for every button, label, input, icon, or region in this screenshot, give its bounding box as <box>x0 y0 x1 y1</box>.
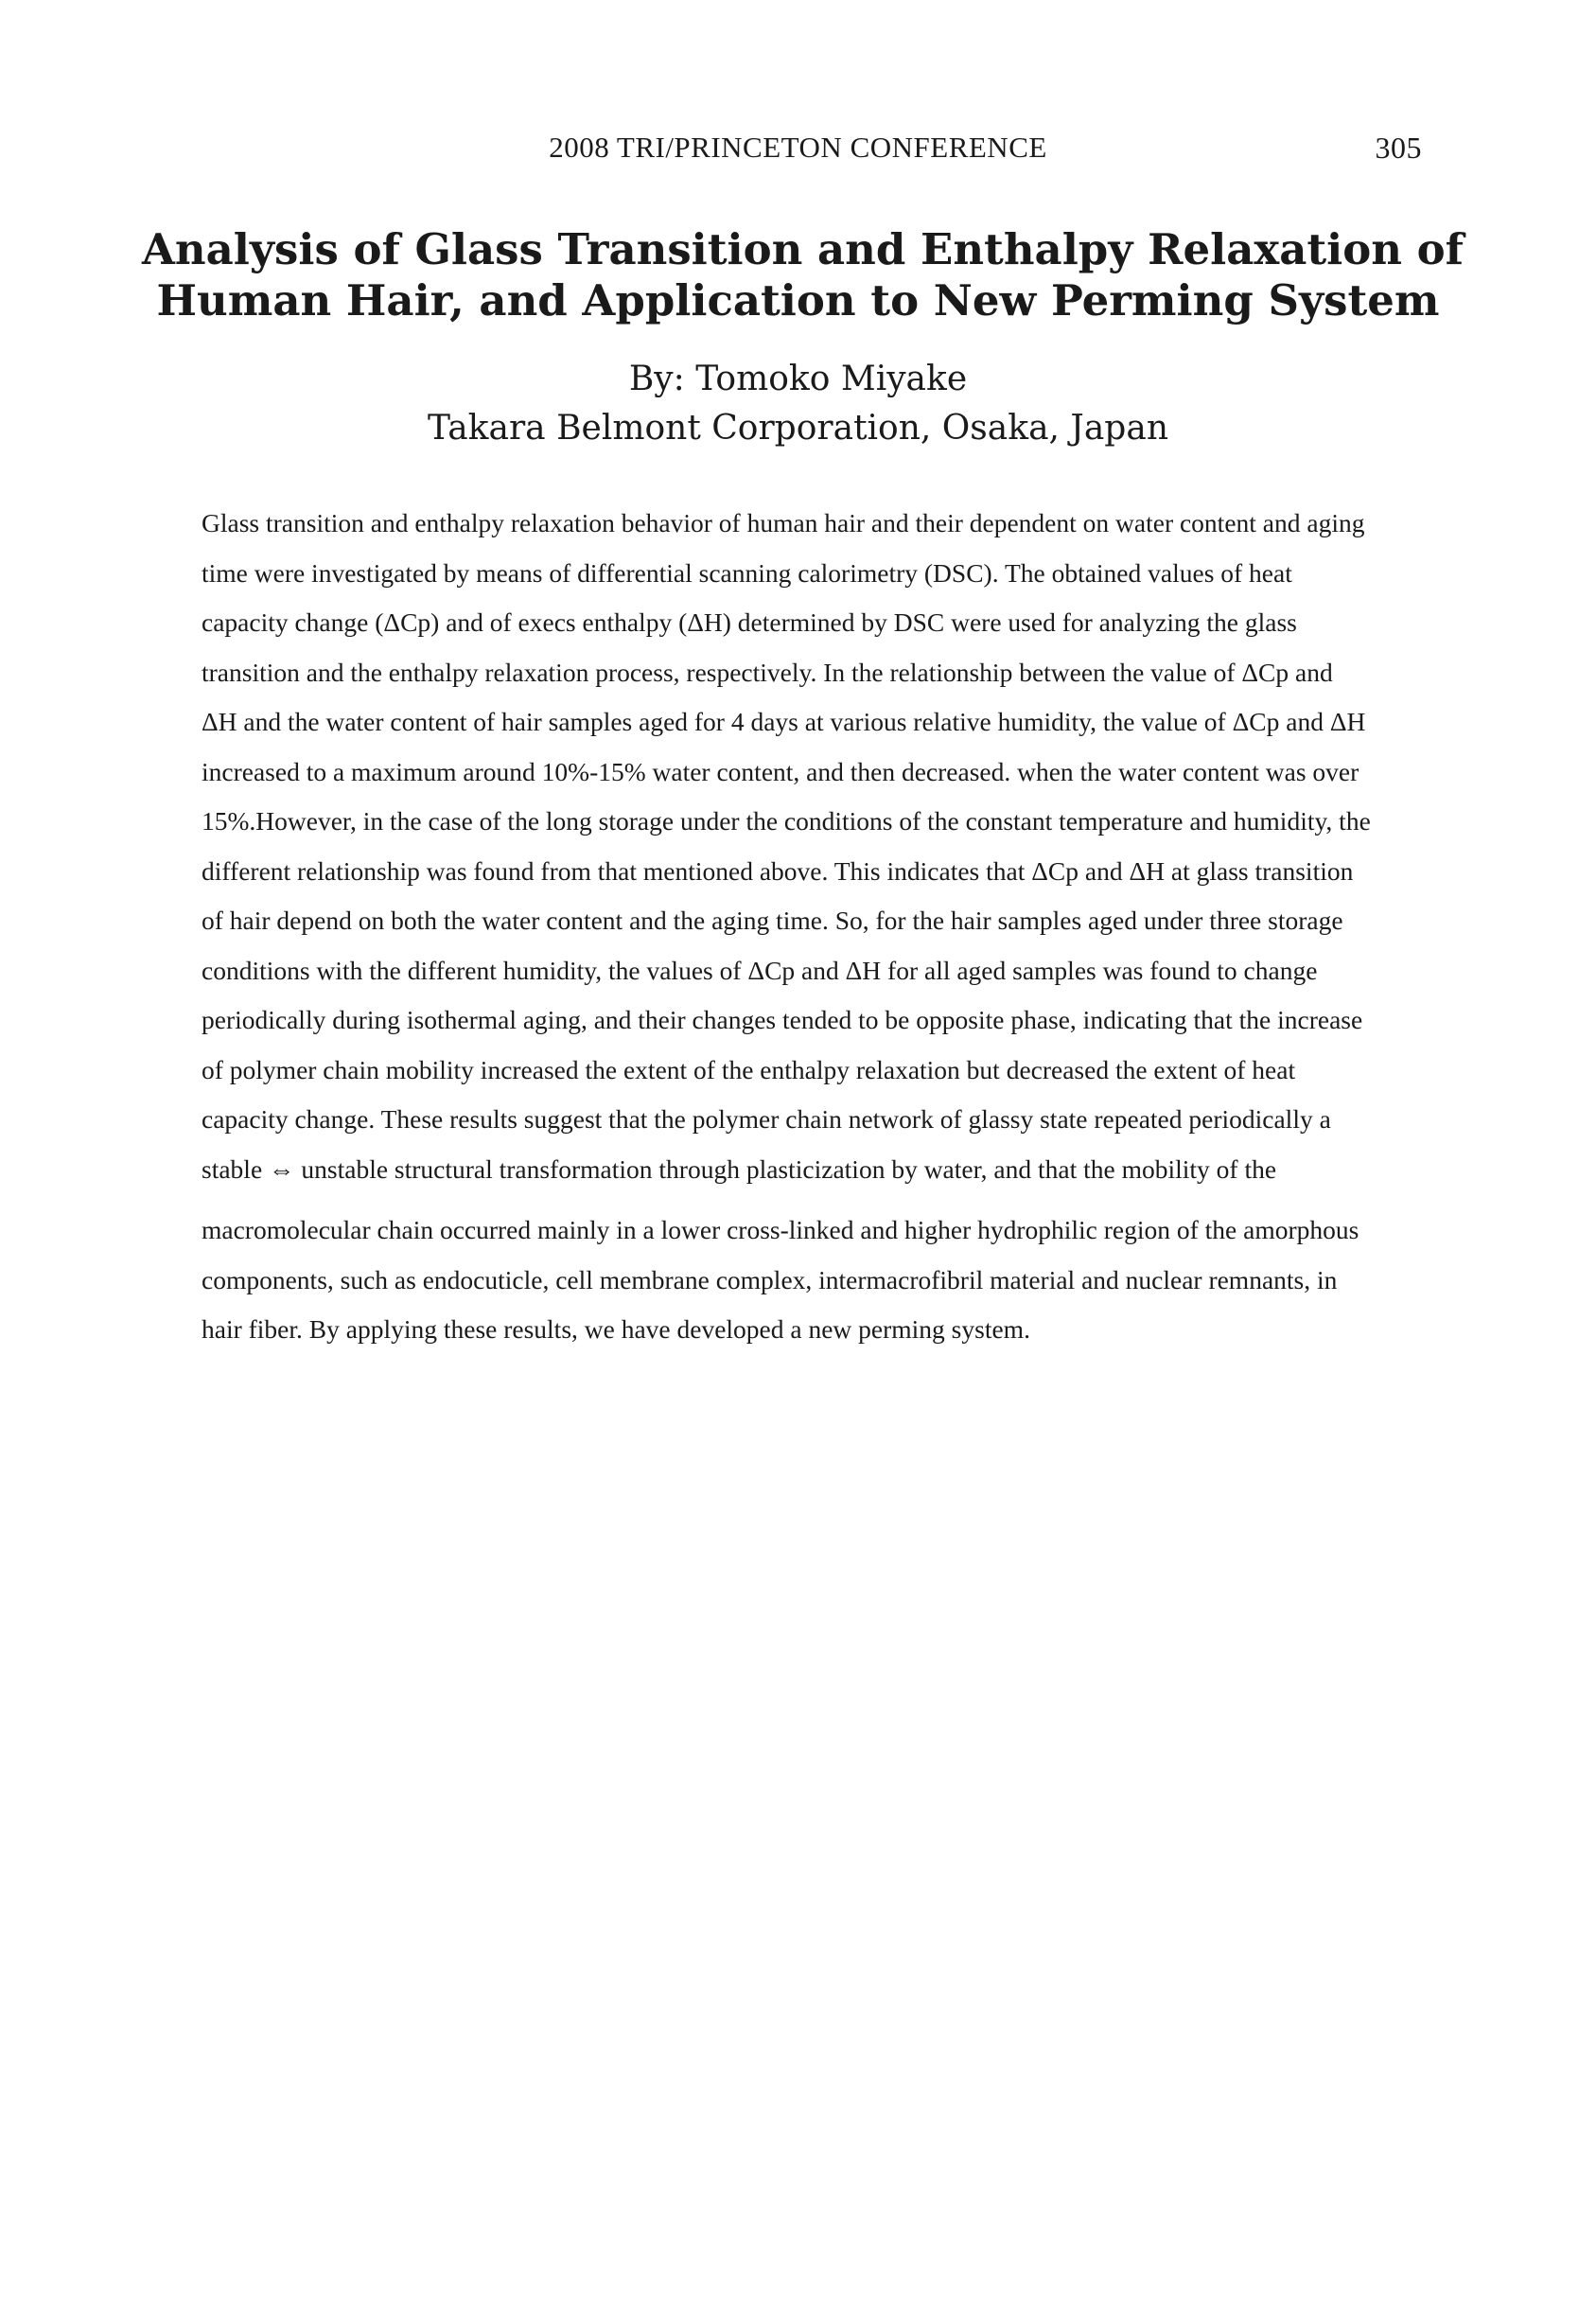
abstract-line: hair fiber. By applying these results, we have developed a new perming system. <box>202 1314 1030 1344</box>
author: By: Tomoko Miyake <box>628 360 968 398</box>
abstract-line: periodically during isothermal aging, and their changes tended to be opposite phase, indicating that the increase <box>202 1005 1363 1034</box>
title-line: Analysis of Glass Transition and Enthalpy Relaxation of <box>142 224 1464 274</box>
abstract-line: time were investigated by means of differential scanning calorimetry (DSC). The obtained values of heat <box>202 557 1292 588</box>
abstract-line: capacity change (ΔCp) and of execs enthalpy (ΔH) determined by DSC were used for analyzing the glass <box>202 607 1297 637</box>
affiliation: Takara Belmont Corporation, Osaka, Japan <box>428 409 1168 448</box>
abstract-line: conditions with the different humidity, the values of ΔCp and ΔH for all aged samples was found to change <box>202 955 1318 985</box>
abstract-line: 15%.However, in the case of the long storage under the conditions of the constant temperature and humidity, the <box>202 806 1371 836</box>
abstract-line: Glass transition and enthalpy relaxation behavior of human hair and their dependent on water content and aging <box>202 508 1365 537</box>
abstract-line: of polymer chain mobility increased the extent of the enthalpy relaxation but decreased the extent of heat <box>202 1054 1296 1084</box>
abstract-line: increased to a maximum around 10%-15% water content, and then decreased. when the water content was over <box>202 756 1359 786</box>
abstract-line: transition and the enthalpy relaxation process, respectively. In the relationship between the value of ΔCp and <box>202 657 1333 687</box>
abstract-line: capacity change. These results suggest that the polymer chain network of glassy state repeated periodically a <box>202 1104 1331 1134</box>
abstract-paragraph <box>202 499 1431 1355</box>
abstract-line: of hair depend on both the water content and the aging time. So, for the hair samples aged under three storage <box>202 906 1343 935</box>
byline <box>142 355 1454 453</box>
title-line: Human Hair, and Application to New Perming System <box>156 275 1440 326</box>
journal-name: 2008 TRI/PRINCETON CONFERENCE <box>549 131 1047 164</box>
abstract-line: different relationship was found from that mentioned above. This indicates that ΔCp and ΔH at glass transition <box>202 855 1354 886</box>
abstract-line: ΔH and the water content of hair samples aged for 4 days at various relative humidity, the value of ΔCp and ΔH <box>202 707 1366 736</box>
article-title <box>142 224 1464 326</box>
running-header <box>0 131 1596 172</box>
abstract-line: components, such as endocuticle, cell membrane complex, intermacrofibril material and nuclear remnants, in <box>202 1264 1338 1294</box>
abstract-line: macromolecular chain occurred mainly in a lower cross-linked and higher hydrophilic region of the amorphous <box>202 1215 1359 1244</box>
abstract-line: stable ⇔ unstable structural transformation through plasticization by water, and that the mobility of the <box>202 1153 1277 1184</box>
page-number: 305 <box>1375 131 1422 165</box>
